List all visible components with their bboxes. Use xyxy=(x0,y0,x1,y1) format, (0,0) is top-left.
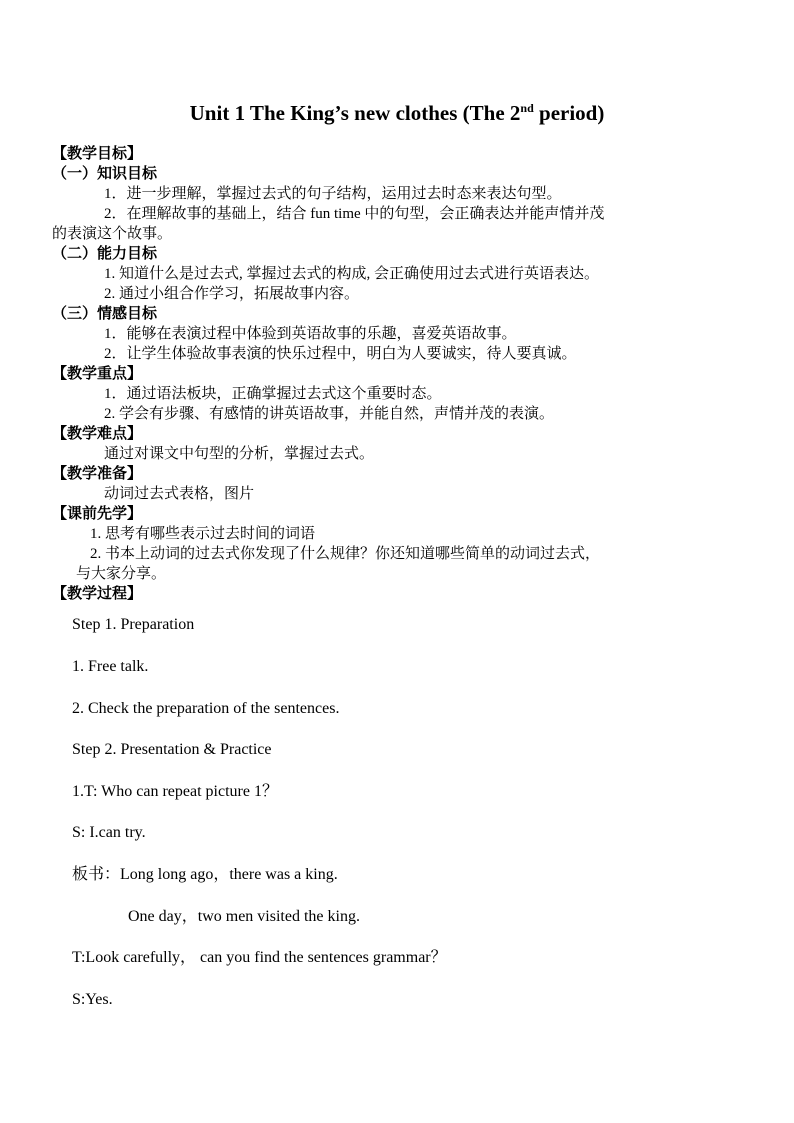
key-points-heading: 【教学重点】 xyxy=(52,366,143,382)
title-tail: period) xyxy=(533,101,605,125)
emotion-goals-heading: （三）情感目标 xyxy=(52,306,158,322)
objectives-heading: 【教学目标】 xyxy=(52,146,143,162)
prelearning-item-2: 2. 书本上动词的过去式你发现了什么规律？你还知道哪些简单的动词过去式， xyxy=(90,546,601,562)
knowledge-goal-2: 2．在理解故事的基础上，结合 fun time 中的句型，会正确表达并能声情并茂 xyxy=(104,206,605,222)
preparation-text: 动词过去式表格，图片 xyxy=(104,486,255,502)
process-line-student-answer: S: I.can try. xyxy=(72,824,146,841)
knowledge-goal-2-continued: 的表演这个故事。 xyxy=(52,226,173,242)
title-superscript: nd xyxy=(520,101,534,115)
knowledge-goal-1: 1．进一步理解，掌握过去式的句子结构，运用过去时态来表达句型。 xyxy=(104,186,562,202)
prelearning-item-2-continued: 与大家分享。 xyxy=(76,566,167,582)
process-line-teacher-prompt: T:Look carefully， can you find the sentences grammar？ xyxy=(72,949,447,966)
process-line-teacher-question: 1.T: Who can repeat picture 1？ xyxy=(72,783,278,800)
process-line-student-yes: S:Yes. xyxy=(72,991,113,1008)
process-line-board-writing: 板书：Long long ago，there was a king. xyxy=(72,866,338,883)
prelearning-heading: 【课前先学】 xyxy=(52,506,143,522)
process-heading: 【教学过程】 xyxy=(52,586,143,602)
process-line-check: 2. Check the preparation of the sentences. xyxy=(72,700,340,717)
knowledge-goals-heading: （一）知识目标 xyxy=(52,166,158,182)
ability-goal-1: 1. 知道什么是过去式, 掌握过去式的构成, 会正确使用过去式进行英语表达。 xyxy=(104,266,600,282)
process-line-free-talk: 1. Free talk. xyxy=(72,658,149,675)
process-line-step2: Step 2. Presentation & Practice xyxy=(72,741,272,758)
ability-goals-heading: （二）能力目标 xyxy=(52,246,158,262)
prelearning-item-1: 1. 思考有哪些表示过去时间的词语 xyxy=(90,526,316,542)
emotion-goal-2: 2．让学生体验故事表演的快乐过程中，明白为人要诚实，待人要真诚。 xyxy=(104,346,577,362)
difficulties-heading: 【教学难点】 xyxy=(52,426,143,442)
difficulties-text: 通过对课文中句型的分析，掌握过去式。 xyxy=(104,446,375,462)
page-title xyxy=(0,94,794,127)
title-main: Unit 1 The King’s new clothes (The 2 xyxy=(189,101,521,125)
preparation-heading: 【教学准备】 xyxy=(52,466,143,482)
ability-goal-2: 2. 通过小组合作学习，拓展故事内容。 xyxy=(104,286,360,302)
key-point-2: 2. 学会有步骤、有感情的讲英语故事，并能自然，声情并茂的表演。 xyxy=(104,406,555,422)
key-point-1: 1．通过语法板块，正确掌握过去式这个重要时态。 xyxy=(104,386,442,402)
process-line-board-writing-2: One day，two men visited the king. xyxy=(128,908,360,925)
process-line-step1: Step 1. Preparation xyxy=(72,616,195,633)
emotion-goal-1: 1．能够在表演过程中体验到英语故事的乐趣，喜爱英语故事。 xyxy=(104,326,517,342)
